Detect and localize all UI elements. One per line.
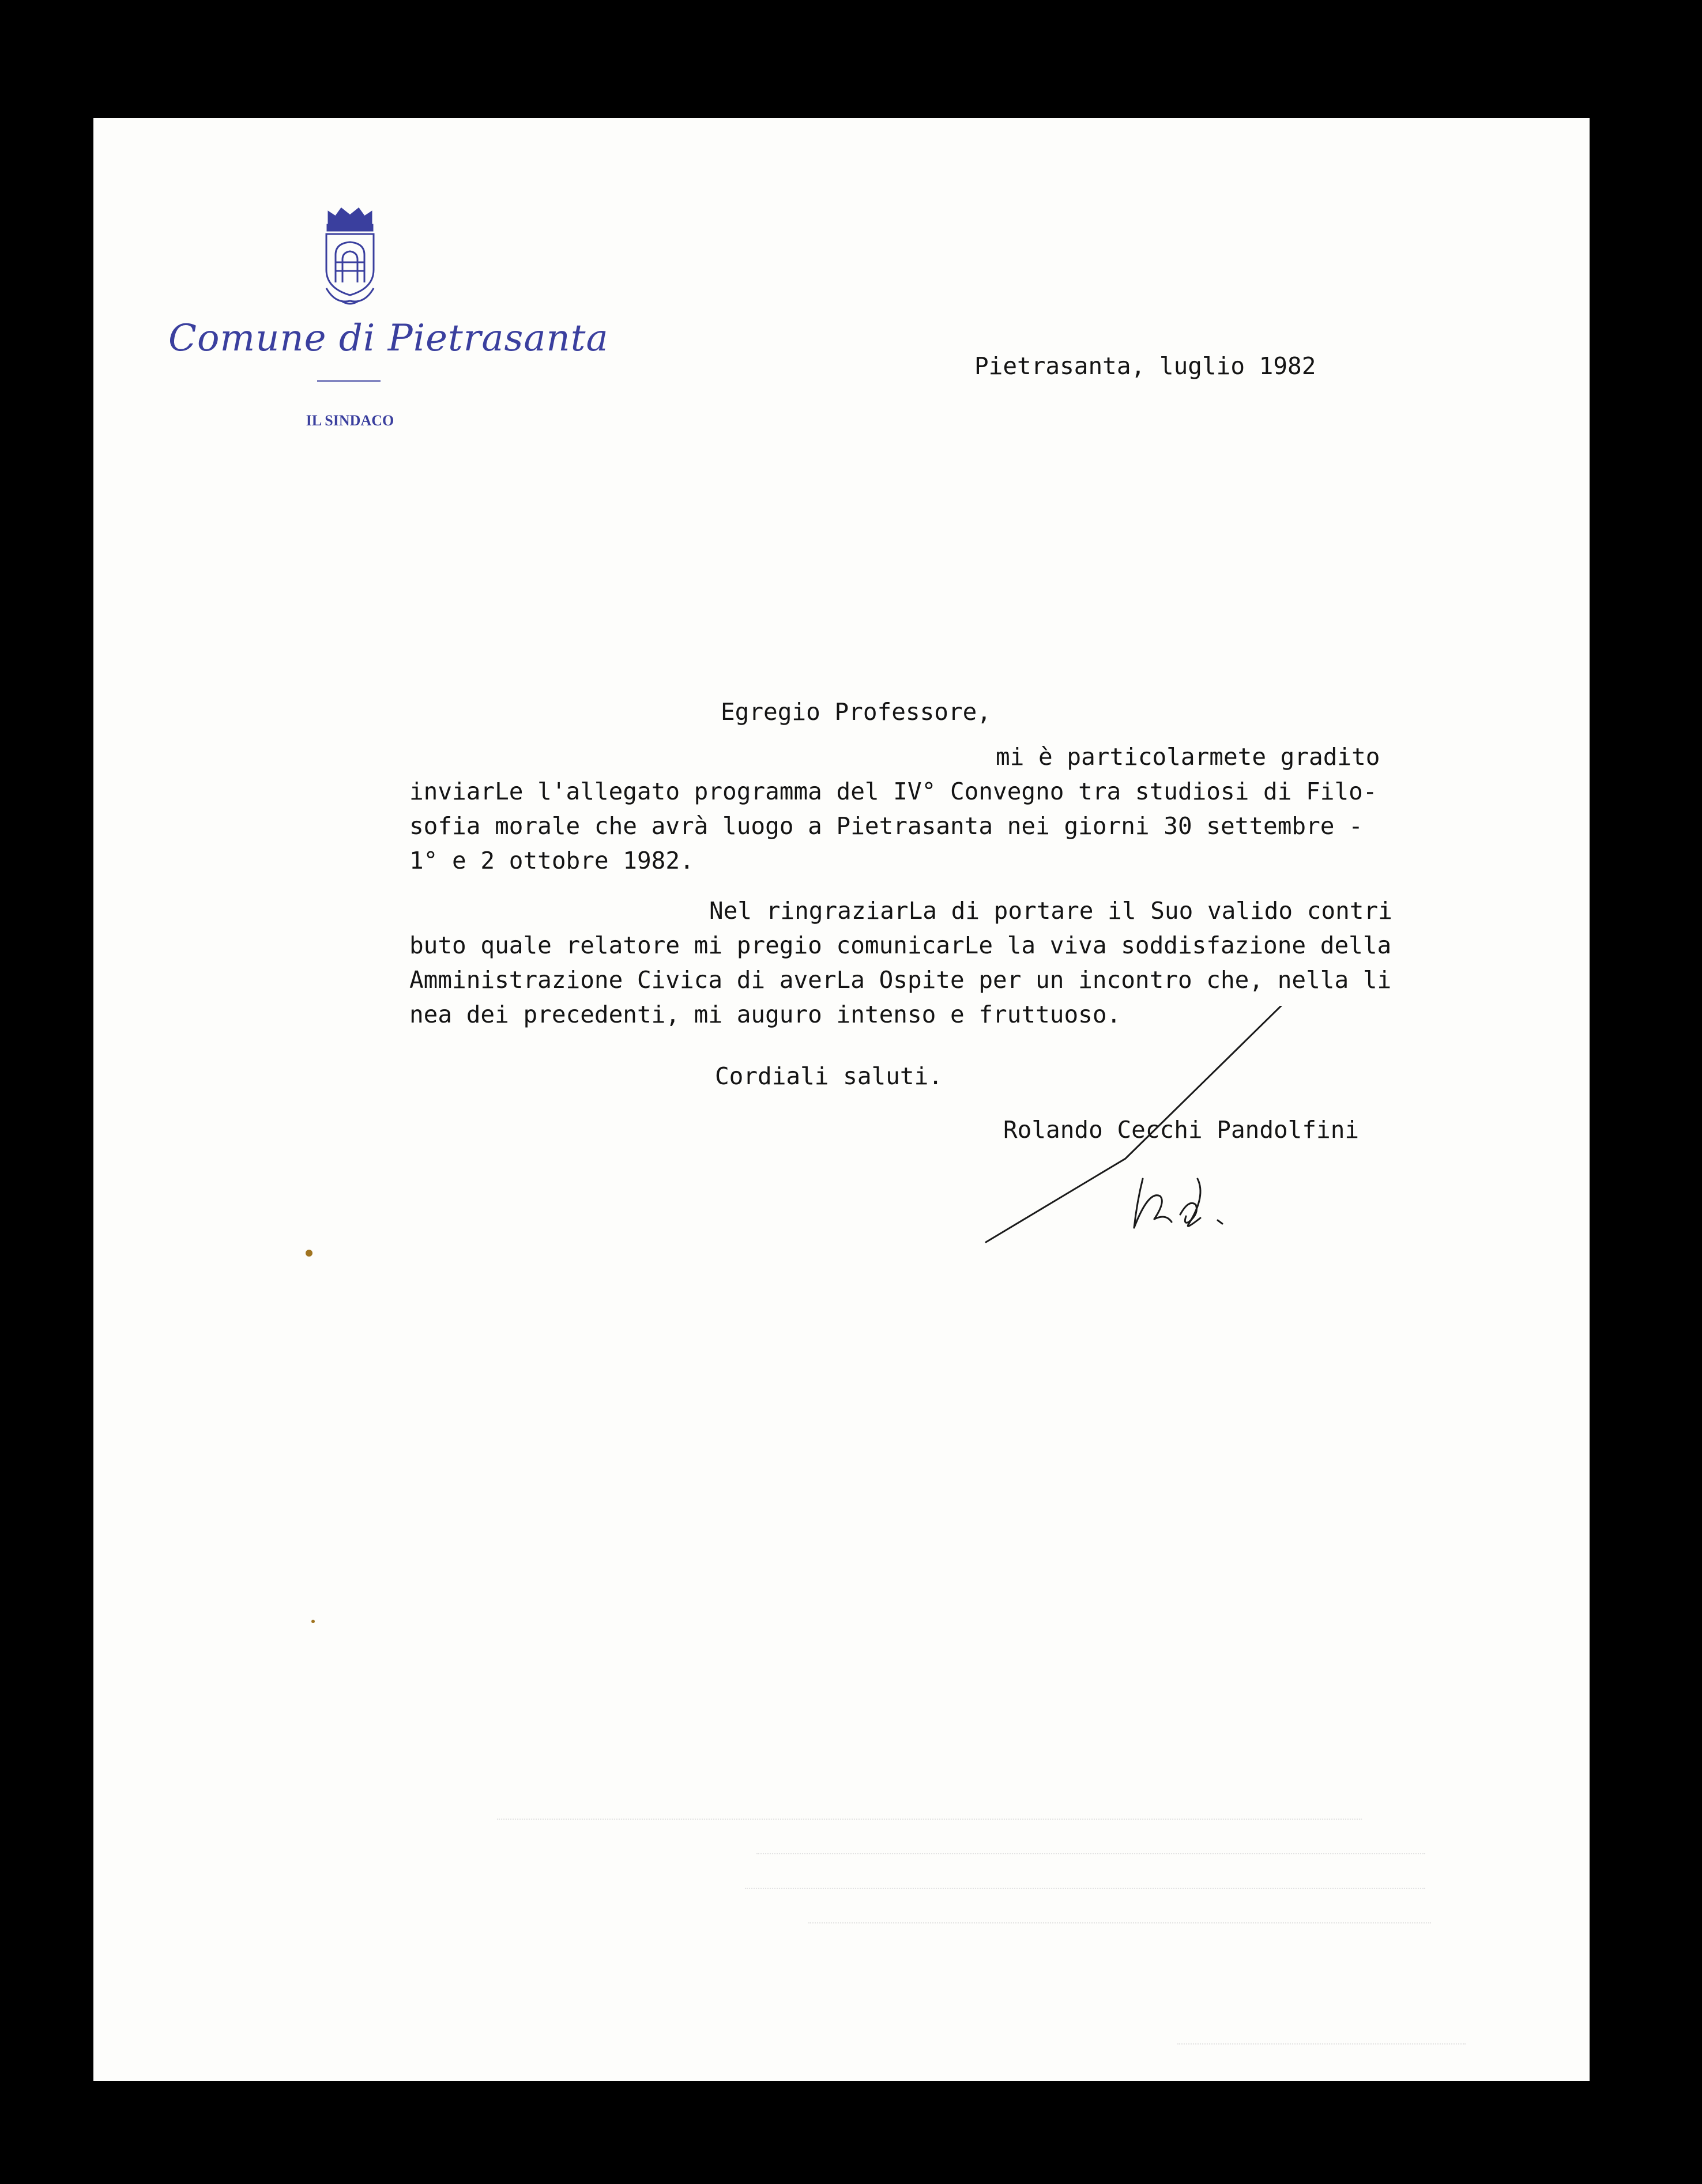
place-date: Pietrasanta, luglio 1982 [974, 352, 1316, 380]
letter-sheet [93, 118, 1590, 2081]
ink-stain [311, 1620, 315, 1623]
letterhead-divider [317, 380, 381, 382]
bleed-through-text [756, 1853, 1425, 1877]
office-title: IL SINDACO [306, 412, 394, 429]
salutation: Egregio Professore, [721, 698, 991, 726]
bleed-through-text [1177, 2043, 1466, 2068]
signer-name: Rolando Cecchi Pandolfini [1003, 1116, 1360, 1144]
body-line: inviarLe l'allegato programma del IV° Convegno tra studiosi di Filo- [409, 778, 1377, 805]
bleed-through-text [497, 1819, 1362, 1843]
body-line: 1° e 2 ottobre 1982. [409, 847, 694, 874]
municipality-name: Comune di Pietrasanta [168, 317, 609, 360]
body-line: mi è particolarmete gradito [996, 743, 1380, 771]
bleed-through-text [745, 1888, 1425, 1912]
body-line: nea dei precedenti, mi auguro intenso e fruttuoso. [409, 1001, 1121, 1028]
handwritten-signature [981, 1006, 1350, 1254]
closing: Cordiali saluti. [715, 1062, 943, 1090]
body-line: sofia morale che avrà luogo a Pietrasanta nei giorni 30 settembre - [409, 812, 1363, 840]
body-line: Nel ringraziarLa di portare il Suo valido contri [709, 897, 1392, 925]
ink-stain [306, 1250, 312, 1257]
coat-of-arms-icon [318, 202, 382, 308]
body-line: buto quale relatore mi pregio comunicarLe la viva soddisfazione della [409, 931, 1392, 959]
bleed-through-text [808, 1922, 1431, 1947]
body-line: Amministrazione Civica di averLa Ospite per un incontro che, nella li [409, 966, 1392, 994]
